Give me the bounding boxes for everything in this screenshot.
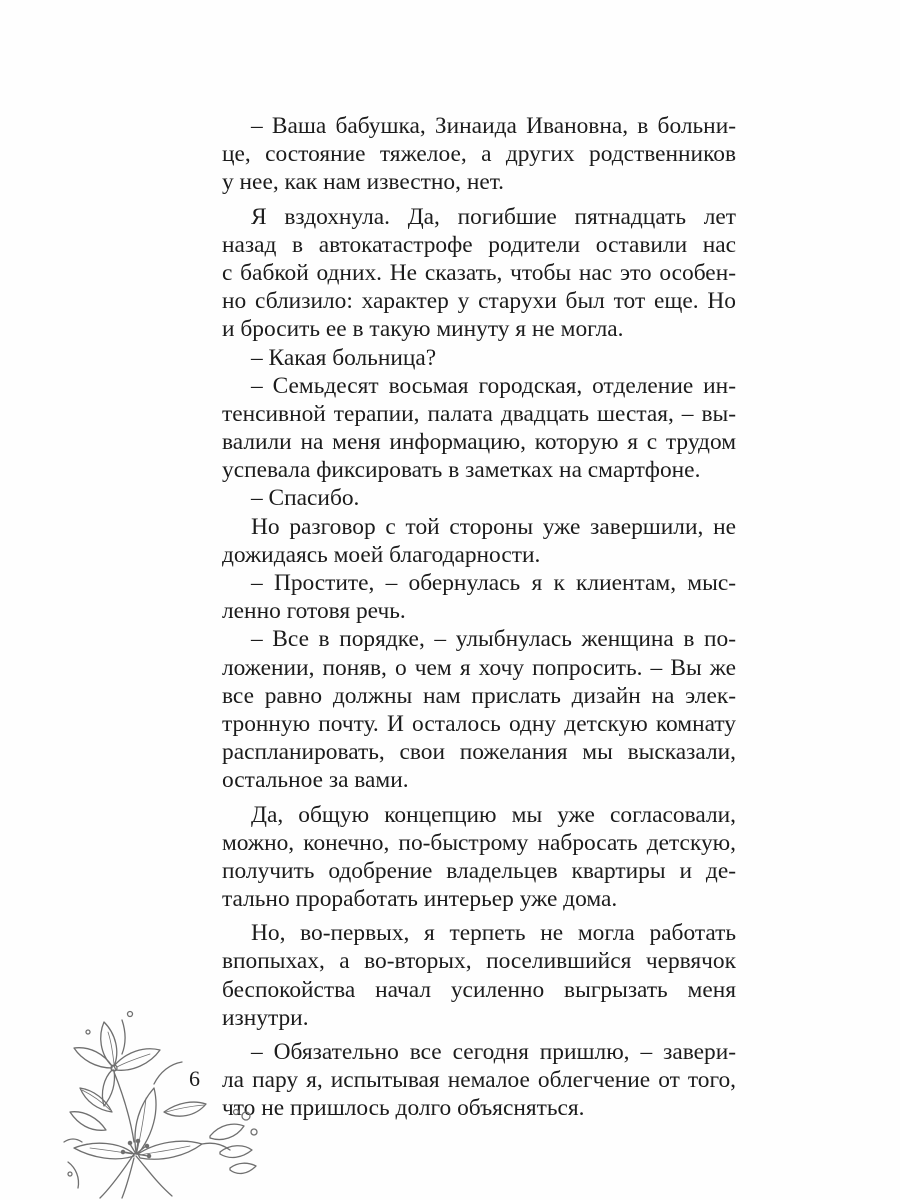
text-line: у нее, как нам известно, нет. (222, 169, 505, 196)
text-line: тально проработать интерьер уже дома. (222, 886, 618, 913)
paragraph (222, 569, 736, 625)
text-line: тенсивной терапии, палата двадцать шестая, – вы- (222, 400, 736, 427)
paragraph (222, 372, 736, 485)
upper-flower-icon (74, 1022, 160, 1106)
text-line: – Обязательно все сегодня пришлю, – завери- (251, 1039, 736, 1065)
text-line: впопыхах, а во-вторых, поселившийся червячок (222, 948, 736, 975)
text-line: успевала фиксировать в заметках на смартфоне. (222, 457, 701, 484)
text-line: беспокойства начал усиленно выгрызать меня (222, 976, 736, 1003)
paragraph (222, 1038, 736, 1123)
paragraph (222, 484, 736, 512)
text-line: – Семьдесят восьмая городская, отделение ин- (251, 372, 736, 399)
text-line: получить одобрение владельцев квартиры и де- (222, 857, 736, 884)
text-line: Но разговор с той стороны уже завершили, не (251, 513, 736, 540)
text-line: можно, конечно, по-быстрому набросать детскую, (222, 829, 736, 856)
paragraph (222, 625, 736, 794)
paragraph (222, 203, 736, 344)
text-line: це, состояние тяжелое, а других родственников (222, 141, 736, 168)
text-line: ленно готовя речь. (222, 598, 406, 625)
paragraph (222, 344, 736, 372)
text-line: – Какая больница? (251, 344, 437, 371)
text-line: – Ваша бабушка, Зинаида Ивановна, в больни- (251, 113, 736, 139)
paragraph (222, 112, 736, 197)
text-line: тронную почту. И осталось одну детскую комнату (222, 710, 736, 737)
text-line: изнутри. (222, 1004, 309, 1031)
text-line: Но, во-первых, я терпеть не могла работать (251, 920, 736, 947)
text-line: – Все в порядке, – улыбнулась женщина в по- (251, 626, 736, 653)
text-line: назад в автокатастрофе родители оставили нас (222, 231, 736, 258)
text-line: Я вздохнула. Да, погибшие пятнадцать лет (251, 203, 736, 230)
text-line: распланировать, свои пожелания мы высказали, (222, 739, 736, 766)
paragraph (222, 919, 736, 1032)
text-line: дожидаясь моей благодарности. (222, 541, 541, 568)
bud-icon (202, 1110, 257, 1174)
text-line: ла пару я, испытывая немалое облегчение от того, (222, 1067, 736, 1094)
text-line: остальное за вами. (222, 767, 409, 794)
text-line: – Простите, – обернулась я к клиентам, мыс- (251, 570, 736, 596)
text-line: – Спасибо. (251, 485, 360, 512)
text-line: валили на меня информацию, которую я с трудом (222, 429, 736, 456)
text-line: все равно должны нам прислать дизайн на элек- (222, 682, 736, 709)
paragraph (222, 801, 736, 914)
text-line: Да, общую концепцию мы уже согласовали, (251, 801, 736, 828)
text-line: что не пришлось долго объясняться. (222, 1095, 585, 1122)
text-line: ложении, поняв, о чем я хочу попросить. – Вы же (222, 654, 736, 681)
text-line: с бабкой одних. Не сказать, чтобы нас это особен- (222, 259, 736, 286)
page-number: 6 (189, 1066, 200, 1091)
text-line: но сблизило: характер у старухи был тот еще. Но (222, 288, 736, 315)
floral-ornament-icon (60, 992, 260, 1200)
text-line: и бросить ее в такую минуту я не могла. (222, 316, 624, 343)
paragraph (222, 513, 736, 569)
body-text (222, 112, 736, 1123)
